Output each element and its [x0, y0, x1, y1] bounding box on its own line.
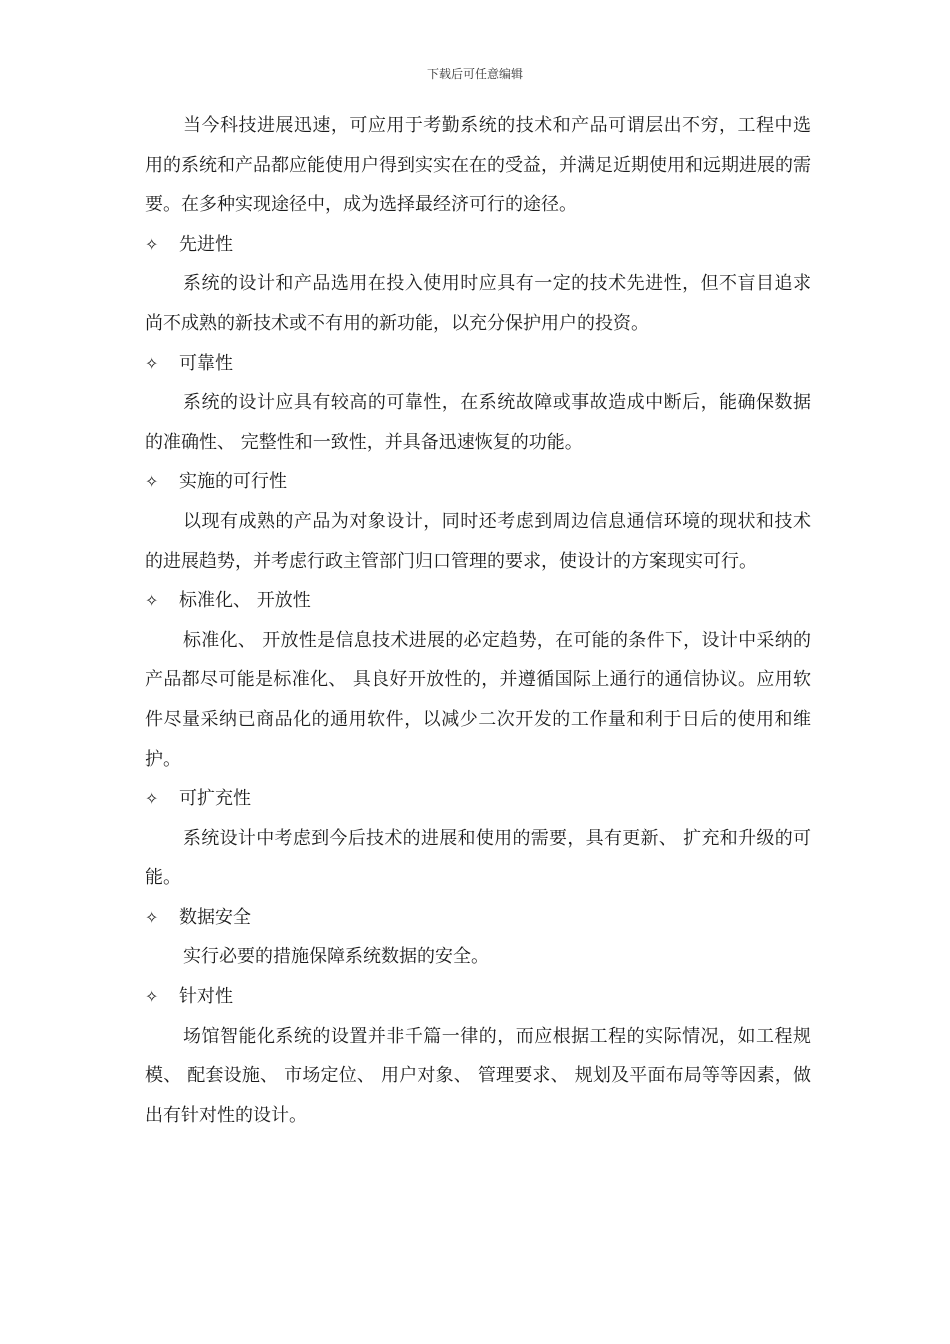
- section-paragraph: 实行必要的措施保障系统数据的安全。: [183, 946, 489, 968]
- section-heading-extensibility: [145, 779, 811, 819]
- diamond-bullet-icon: ✧: [145, 591, 159, 611]
- diamond-bullet-icon: ✧: [145, 907, 159, 927]
- section-title: 先进性: [179, 233, 233, 255]
- section-title: 可扩充性: [179, 788, 251, 810]
- document-body: [145, 106, 811, 1135]
- diamond-bullet-icon: ✧: [145, 789, 159, 809]
- section-paragraph: 场馆智能化系统的设置并非千篇一律的，而应根据工程的实际情况，如工程规模、 配套设施、 市场定位、 用户对象、 管理要求、 规划及平面布局等等因素，做出有针对性的设计。: [145, 1025, 811, 1126]
- section-heading-reliability: [145, 344, 811, 384]
- section-paragraph: 以现有成熟的产品为对象设计，同时还考虑到周边信息通信环境的现状和技术的进展趋势，并考虑行政主管部门归口管理的要求，使设计的方案现实可行。: [145, 510, 811, 572]
- section-title: 可靠性: [179, 352, 233, 374]
- section-title: 标准化、 开放性: [179, 590, 311, 612]
- diamond-bullet-icon: ✧: [145, 472, 159, 492]
- section-title: 数据安全: [179, 906, 251, 928]
- section-paragraph: 系统的设计应具有较高的可靠性，在系统故障或事故造成中断后，能确保数据的准确性、 完整性和一致性，并具备迅速恢复的功能。: [145, 392, 811, 453]
- diamond-bullet-icon: ✧: [145, 987, 159, 1007]
- section-paragraph: 标准化、 开放性是信息技术进展的必定趋势，在可能的条件下，设计中采纳的产品都尽可能是标准化、 具良好开放性的，并遵循国际上通行的通信协议。应用软件尽量采纳已商品化的通用软件，以减少二次开发的工作量和利于日后的使用和维护。: [145, 629, 811, 770]
- page-header: 下载后可任意编辑: [426, 67, 523, 81]
- section-heading-data-security: [145, 898, 811, 938]
- section-heading-pertinence: [145, 977, 811, 1017]
- section-paragraph: 系统设计中考虑到今后技术的进展和使用的需要，具有更新、 扩充和升级的可能。: [145, 827, 811, 889]
- section-heading-feasibility: [145, 462, 811, 502]
- section-heading-advanced: [145, 225, 811, 265]
- section-paragraph: 系统的设计和产品选用在投入使用时应具有一定的技术先进性，但不盲目追求尚不成熟的新技术或不有用的新功能，以充分保护用户的投资。: [145, 273, 811, 334]
- section-title: 针对性: [179, 986, 233, 1008]
- diamond-bullet-icon: ✧: [145, 234, 159, 254]
- diamond-bullet-icon: ✧: [145, 353, 159, 373]
- intro-paragraph: 当今科技进展迅速，可应用于考勤系统的技术和产品可谓层出不穷，工程中选用的系统和产品都应能使用户得到实实在在的受益，并满足近期使用和远期进展的需要。在多种实现途径中，成为选择最经济可行的途径。: [145, 115, 811, 216]
- section-heading-standardization: [145, 581, 811, 621]
- section-title: 实施的可行性: [179, 471, 287, 493]
